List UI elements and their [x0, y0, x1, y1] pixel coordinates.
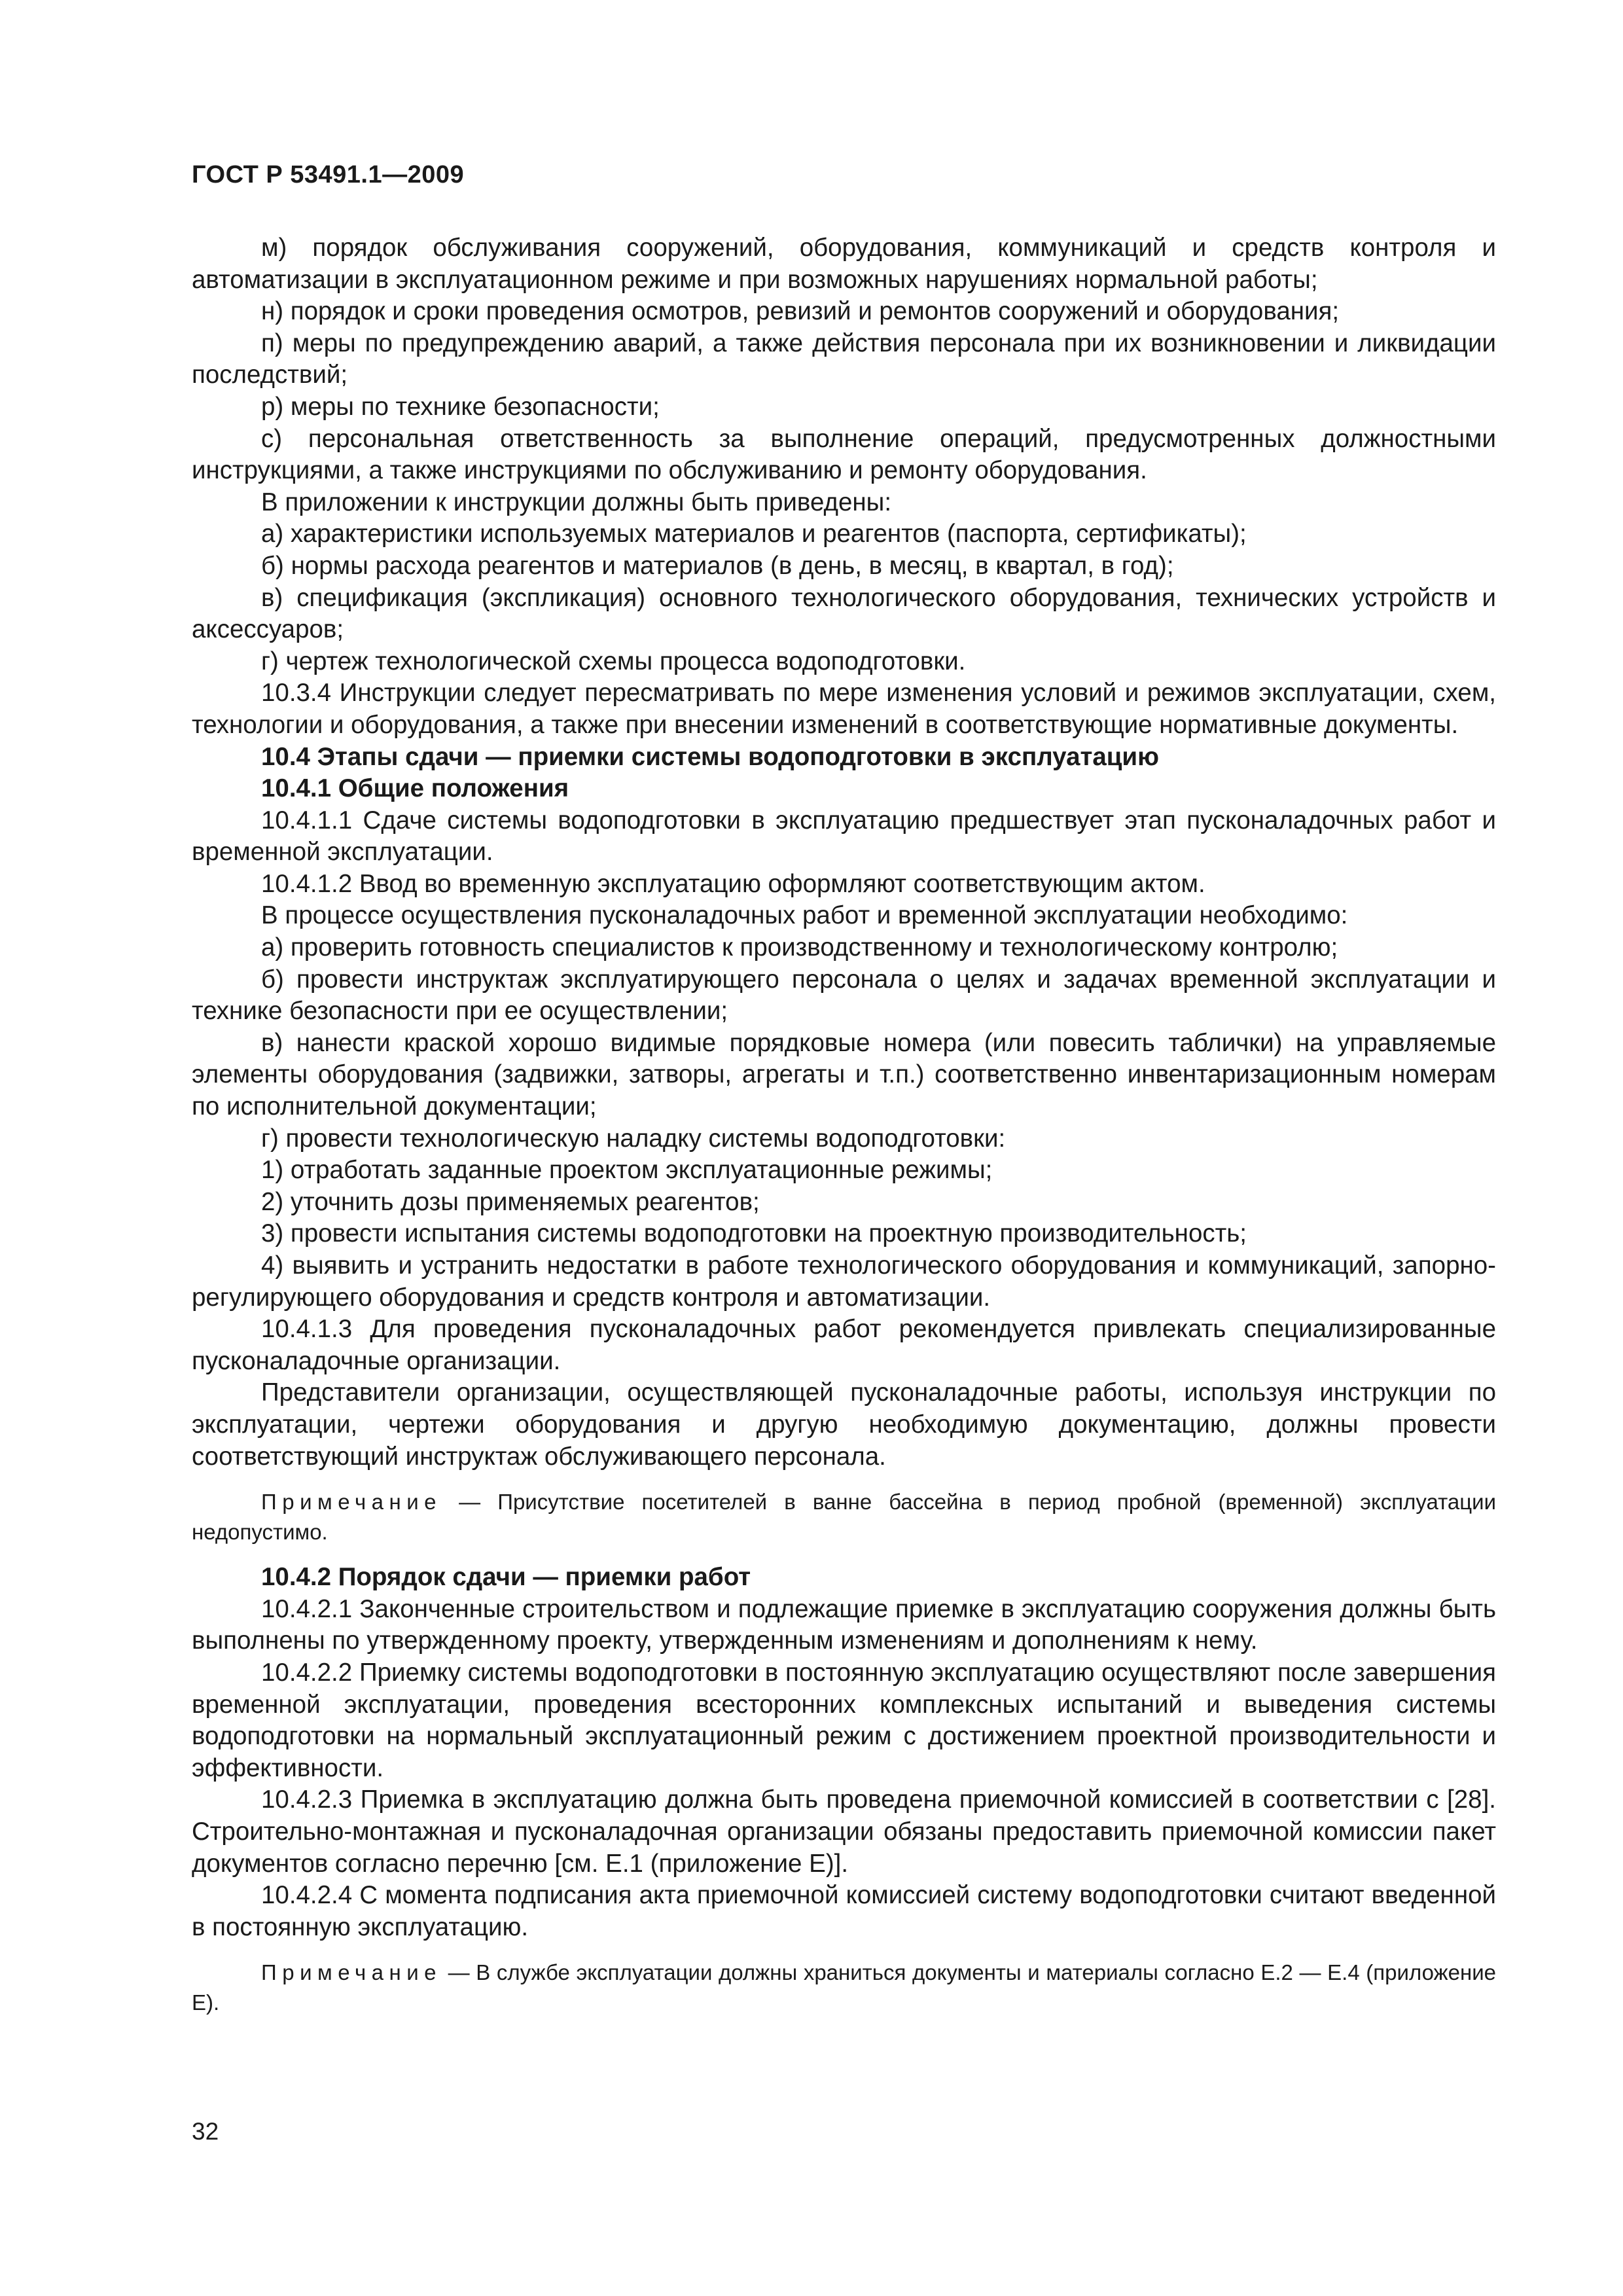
note-2-text: — В службе эксплуатации должны храниться документы и материалы согласно Е.2 — Е.4 (приложение Е).: [192, 1960, 1496, 2015]
list-item-m: м) порядок обслуживания сооружений, оборудования, коммуникаций и средств контроля и автоматизации в эксплуатационном режиме и при возможных нарушениях нормальной работы;: [192, 234, 1496, 294]
note-2: [192, 1958, 1496, 2018]
subsection-heading-10-4-2: 10.4.2 Порядок сдачи — приемки работ: [261, 1563, 751, 1592]
appendix-item-v: в) спецификация (экспликация) основного технологического оборудования, технических устройств и аксессуаров;: [192, 583, 1496, 644]
process-item-v: в) нанести краской хорошо видимые порядковые номера (или повесить таблички) на управляемые элементы оборудования (задвижки, затворы, агрегаты и т.п.) соответственно инвентаризационным номерам по исполнительной документации;: [192, 1028, 1496, 1121]
process-item-b: б) провести инструктаж эксплуатирующего персонала о целях и задачах временной эксплуатации и технике безопасности при ее осуществлении;: [192, 965, 1496, 1026]
note-2-label: Примечание: [261, 1960, 442, 1985]
clause-10-4-2-2: 10.4.2.2 Приемку системы водоподготовки в постоянную эксплуатацию осуществляют после завершения временной эксплуатации, проведения всесторонних комплексных испытаний и выведения системы водоподготовки на нормальный эксплуатационный режим с достижением проектной производительности и эффективности.: [192, 1658, 1496, 1782]
clause-10-4-1-2: 10.4.1.2 Ввод во временную эксплуатацию оформляют соответствующим актом.: [261, 869, 1205, 898]
representatives-paragraph: Представители организации, осуществляющей пусконаладочные работы, используя инструкции по эксплуатации, чертежи оборудования и другую необходимую документацию, должны провести соответствующий инструктаж обслуживающего персонала.: [192, 1378, 1496, 1471]
list-item-r: р) меры по технике безопасности;: [261, 392, 660, 421]
document-body: [192, 232, 1496, 2018]
list-item-n: н) порядок и сроки проведения осмотров, ревизий и ремонтов сооружений и оборудования;: [261, 297, 1340, 326]
clause-10-4-1-1: 10.4.1.1 Сдаче системы водоподготовки в эксплуатацию предшествует этап пусконаладочных работ и временной эксплуатации.: [192, 806, 1496, 867]
clause-10-4-2-3: 10.4.2.3 Приемка в эксплуатацию должна быть проведена приемочной комиссией в соответствии с [28]. Строительно-монтажная и пусконаладочная организации обязаны предоставить приемочной комиссии пакет документов согласно перечню [см. Е.1 (приложение Е)].: [192, 1785, 1496, 1878]
appendix-intro: В приложении к инструкции должны быть приведены:: [261, 488, 892, 516]
subitem-3: 3) провести испытания системы водоподготовки на проектную производительность;: [261, 1219, 1247, 1248]
subitem-4: 4) выявить и устранить недостатки в работе технологического оборудования и коммуникаций, запорно-регулирующего оборудования и средств контроля и автоматизации.: [192, 1251, 1496, 1312]
process-item-a: а) проверить готовность специалистов к производственному и технологическому контролю;: [261, 933, 1338, 962]
note-1-text: — Присутствие посетителей в ванне бассейна в период пробной (временной) эксплуатации недопустимо.: [192, 1490, 1496, 1545]
clause-10-4-1-3: 10.4.1.3 Для проведения пусконаладочных работ рекомендуется привлекать специализированные пусконаладочные организации.: [192, 1315, 1496, 1375]
clause-10-3-4: 10.3.4 Инструкции следует пересматривать по мере изменения условий и режимов эксплуатации, схем, технологии и оборудования, а также при внесении изменений в соответствующие нормативные документы.: [192, 679, 1496, 739]
note-1: [192, 1487, 1496, 1547]
document-header: ГОСТ Р 53491.1—2009: [192, 161, 465, 188]
clause-10-4-2-4: 10.4.2.4 С момента подписания акта приемочной комиссией систему водоподготовки считают введенной в постоянную эксплуатацию.: [192, 1881, 1496, 1941]
list-item-s: с) персональная ответственность за выполнение операций, предусмотренных должностными инструкциями, а также инструкциями по обслуживанию и ремонту оборудования.: [192, 424, 1496, 485]
appendix-item-a: а) характеристики используемых материалов и реагентов (паспорта, сертификаты);: [261, 520, 1247, 548]
note-1-label: Примечание: [261, 1490, 442, 1515]
process-intro: В процессе осуществления пусконаладочных работ и временной эксплуатации необходимо:: [261, 901, 1348, 930]
subitem-2: 2) уточнить дозы применяемых реагентов;: [261, 1187, 760, 1216]
process-item-g: г) провести технологическую наладку системы водоподготовки:: [261, 1124, 1006, 1153]
appendix-item-b: б) нормы расхода реагентов и материалов (в день, в месяц, в квартал, в год);: [261, 551, 1174, 580]
subitem-1: 1) отработать заданные проектом эксплуатационные режимы;: [261, 1156, 993, 1185]
subsection-heading-10-4-1: 10.4.1 Общие положения: [261, 774, 569, 803]
appendix-item-g: г) чертеж технологической схемы процесса водоподготовки.: [261, 647, 966, 675]
list-item-p: п) меры по предупреждению аварий, а также действия персонала при их возникновении и ликвидации последствий;: [192, 329, 1496, 389]
section-heading-10-4: 10.4 Этапы сдачи — приемки системы водоподготовки в эксплуатацию: [261, 742, 1159, 771]
page-number: 32: [192, 2118, 219, 2145]
clause-10-4-2-1: 10.4.2.1 Законченные строительством и подлежащие приемке в эксплуатацию сооружения должны быть выполнены по утвержденному проекту, утвержденным изменениям и дополнениям к нему.: [192, 1594, 1496, 1655]
